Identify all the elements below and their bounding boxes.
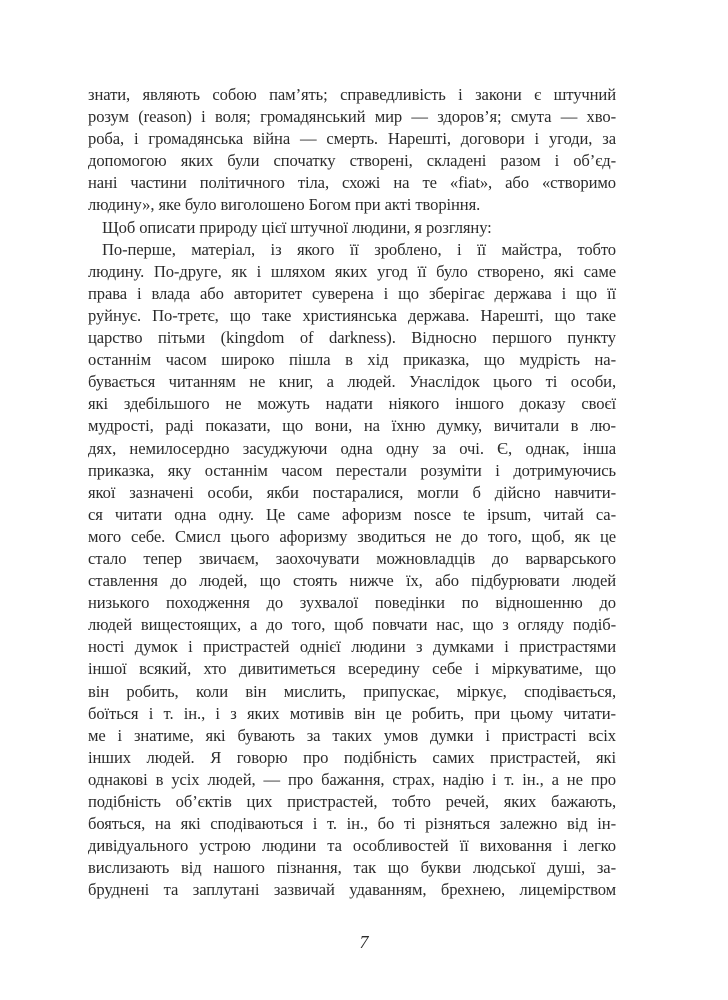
- text-line: якої зазначені особи, якби постаралися, могли б дійсно навчити-: [88, 482, 616, 502]
- text-line: які здебільшого не можуть надати ніякого іншого доказу своєї: [88, 394, 616, 414]
- text-line: нані частини політичного тіла, схожі на те «fiat», або «створимо: [88, 173, 616, 193]
- text-line: розум (reason) і воля; громадянський мир — здоров’я; смута — хво-: [88, 107, 616, 127]
- text-line: бруднені та заплутані зазвичай удаванням, брехнею, лицемірством: [88, 880, 616, 900]
- text-line: стало тепер звичаєм, заохочувати можновладців до варварського: [88, 548, 616, 568]
- text-line: мудрості, раді показати, що вони, на їхню думку, вичитали в лю-: [88, 416, 616, 436]
- text-line: царство пітьми (kingdom of darkness). Відносно першого пункту: [88, 328, 616, 348]
- text-line: подібність об’єктів цих пристрастей, тобто речей, яких бажають,: [88, 792, 616, 811]
- text-line: низького походження до зухвалої поведінки по відношенню до: [88, 593, 616, 613]
- text-line: знати, являють собою пам’ять; справедливість і закони є штучний: [88, 85, 616, 104]
- text-line: ності думок і пристрастей однієї людини з думками і пристрастями: [88, 637, 616, 657]
- text-line: дивідуального устрою людини та особливостей її виховання і легко: [88, 836, 616, 856]
- text-line: людей вищестоящих, а до того, щоб повчати нас, що з огляду подіб-: [88, 615, 616, 635]
- text-line: інших людей. Я говорю про подібність самих пристрастей, які: [88, 747, 616, 767]
- text-line: боїться і т. ін., і з яких мотивів він це робить, при цьому читати-: [88, 703, 616, 723]
- text-line: останнім часом широко пішла в хід приказка, що мудрість на-: [88, 350, 616, 370]
- text-line: допомогою яких були спочатку створені, складені разом і об’єд-: [88, 151, 616, 171]
- text-line: права і влада або авторитет суверена і що зберігає держава і що її: [88, 283, 616, 303]
- text-line: мого себе. Смисл цього афоризму зводиться не до того, щоб, як це: [88, 526, 616, 546]
- text-line: приказка, яку останнім часом перестали розуміти і дотримуючись: [88, 460, 616, 480]
- text-line: ся читати одна одну. Це саме афоризм nosce te ipsum, читай са-: [88, 504, 616, 524]
- text-line: ставлення до людей, що стоять нижче їх, або підбурювати людей: [88, 571, 616, 591]
- text-line: він робить, коли він мислить, припускає, міркує, сподівається,: [88, 681, 616, 701]
- text-line: роба, і громадянська війна — смерть. Нарешті, договори і угоди, за: [88, 129, 616, 149]
- text-line: бувається читанням не книг, а людей. Унаслідок цього ті особи,: [88, 372, 616, 392]
- text-line: По-перше, матеріал, із якого її зроблено, і її майстра, тобто: [102, 239, 616, 259]
- text-line: вислизають від нашого пізнання, так що букви людської душі, за-: [88, 858, 616, 878]
- text-line: бояться, на які сподіваються і т. ін., бо ті різняться залежно від ін-: [88, 814, 616, 834]
- text-line: дях, немилосердно засуджуючи одна одну за очі. Є, однак, інша: [88, 438, 616, 458]
- text-line: ме і знатиме, які бувають за таких умов думки і пристрасті всіх: [88, 725, 616, 745]
- page-number: 7: [359, 932, 369, 952]
- text-line: людину. По-друге, як і шляхом яких угод її було створено, які саме: [88, 261, 616, 281]
- text-line: людину», яке було виголошено Богом при акті творіння.: [88, 195, 481, 215]
- text-line: Щоб описати природу цієї штучної людини, я розгляну:: [102, 217, 492, 237]
- text-line: іншої всякий, хто дивитиметься всередину себе і міркуватиме, що: [88, 659, 616, 679]
- page-body: [88, 84, 616, 901]
- text-line: руйнує. По-третє, що таке християнська держава. Нарешті, що таке: [88, 305, 616, 325]
- text-line: однакові в усіх людей, — про бажання, страх, надію і т. ін., а не про: [88, 769, 616, 789]
